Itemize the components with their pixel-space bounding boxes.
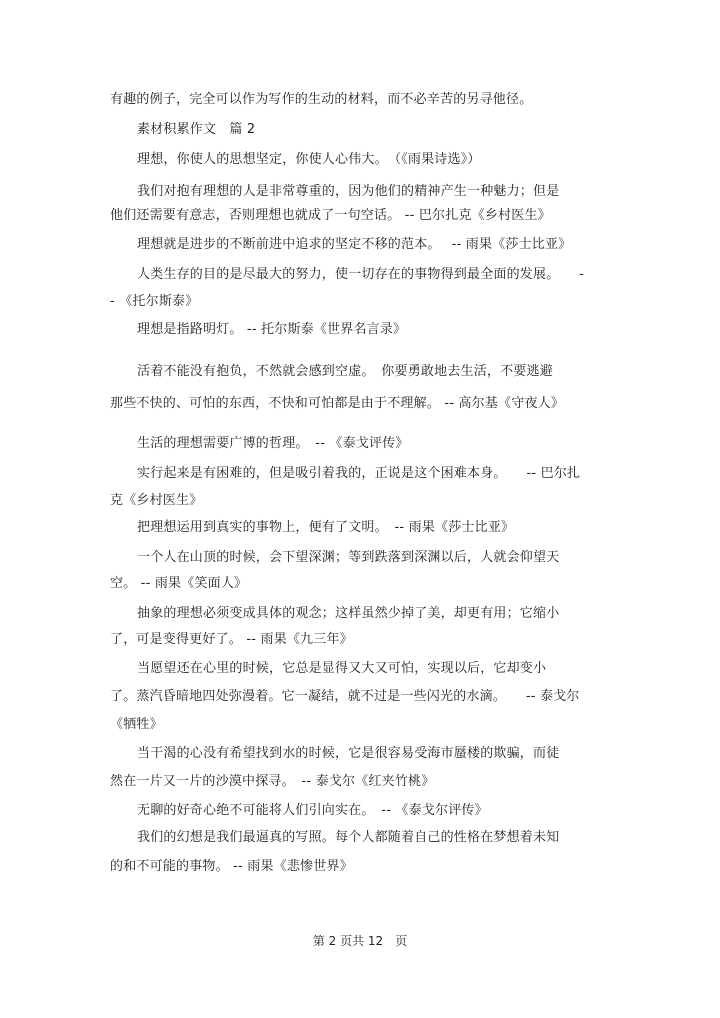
- quote-line: 我们对抱有理想的人是非常尊重的，因为他们的精神产生一种魅力；但是: [137, 184, 560, 199]
- page-footer: 第 2 页共 12 页: [312, 934, 408, 948]
- quote-line: 人类生存的目的是尽最大的努力，使一切存在的事物得到最全面的发展。 -: [137, 267, 585, 282]
- section-heading: 素材积累作文 篇 2: [137, 122, 256, 137]
- quote-line: 一个人在山顶的时候，会下望深渊；等到跌落到深渊以后，人就会仰望天: [137, 550, 560, 565]
- quote-line: 了，可是变得更好了。 -- 雨果《九三年》: [110, 632, 353, 647]
- quote-line: 我们的幻想是我们最逼真的写照。每个人都随着自己的性格在梦想着未知: [137, 830, 560, 845]
- quote-line: 他们还需要有意志，否则理想也就成了一句空话。 -- 巴尔扎克《乡村医生》: [110, 208, 551, 223]
- quote-line: 生活的理想需要广博的哲理。 -- 《泰戈评传》: [137, 436, 409, 451]
- quote-line: 的和不可能的事物。 -- 雨果《悲惨世界》: [110, 859, 353, 874]
- quote-line: 理想，你使人的思想坚定，你使人心伟大。 （《雨果诗选》）: [137, 152, 481, 167]
- quote-line: 空。 -- 雨果《笑面人》: [110, 576, 248, 591]
- text-line: 有趣的例子，完全可以作为写作的生动的材料，而不必辛苦的另寻他径。: [110, 92, 533, 107]
- quote-line: 那些不快的、可怕的东西，不快和可怕都是由于不理解。 -- 高尔基《守夜人》: [110, 396, 565, 411]
- quote-line: 实行起来是有困难的，但是吸引着我的，正说是这个困难本身。 -- 巴尔扎: [137, 466, 581, 481]
- quote-line: 活着不能没有抱负，不然就会感到空虚。 你要勇敢地去生活，不要逃避: [137, 364, 553, 379]
- quote-line: 了。蒸汽昏暗地四处弥漫着。它一凝结，就不过是一些闪光的水滴。 -- 泰戈尔: [110, 689, 580, 704]
- quote-line: 把理想运用到真实的事物上，便有了文明。 -- 雨果《莎士比亚》: [137, 520, 515, 535]
- quote-line: 理想是指路明灯。 -- 托尔斯泰《世界名言录》: [137, 322, 407, 337]
- quote-line: - 《托尔斯泰》: [110, 294, 199, 309]
- quote-line: 然在一片又一片的沙漠中探寻。 -- 泰戈尔《红夹竹桃》: [110, 774, 435, 789]
- quote-line: 抽象的理想必须变成具体的观念；这样虽然少掉了美，却更有用；它缩小: [137, 606, 560, 621]
- quote-line: 理想就是进步的不断前进中追求的坚定不移的范本。 -- 雨果《莎士比亚》: [137, 237, 572, 252]
- quote-line: 无聊的好奇心绝不可能将人们引向实在。 -- 《泰戈尔评传》: [137, 803, 488, 818]
- quote-line: 《牺牲》: [110, 717, 163, 732]
- quote-line: 当愿望还在心里的时候，它总是显得又大又可怕，实现以后，它却变小: [137, 661, 547, 676]
- quote-line: 克《乡村医生》: [110, 493, 203, 508]
- quote-line: 当干渴的心没有希望找到水的时候，它是很容易受海市蜃楼的欺骗，而徒: [137, 746, 560, 761]
